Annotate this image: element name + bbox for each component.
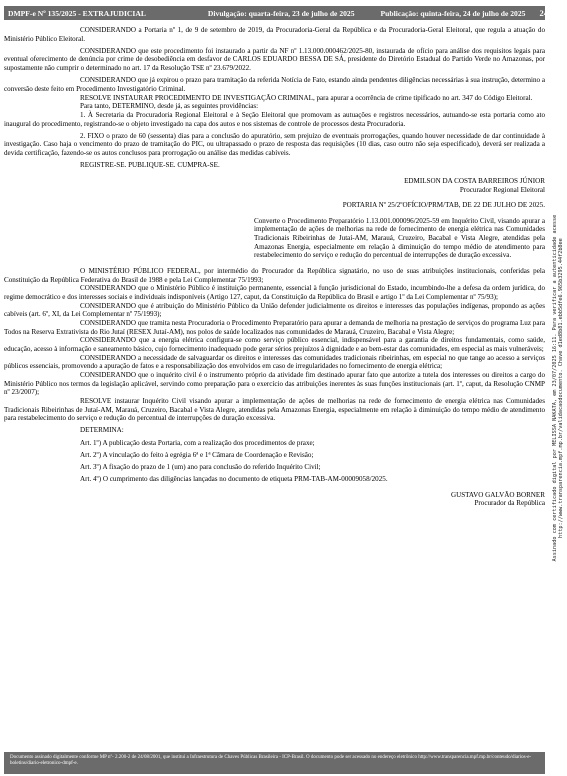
article-item: Art. 1º) A publicação desta Portaria, com a realização dos procedimentos de praxe; [80, 438, 315, 447]
paragraph: RESOLVE instaurar Inquérito Civil visando apurar a implementação de ações de melhorias na rede de fornecimento de energia elétrica nas Comunidades Tradicionais Ribeirinhas de Jutaí-AM, Marauá, Cruzeiro, Bacabal e Vista Alegre, atendidas pela Amazonas Energia, especialmente em relação à diminuição do tempo médio de atendimento para restabelecimento do serviço e redução do percentual de interrupções de duração excessiva. [4, 396, 545, 423]
page-number: 24 [539, 8, 548, 18]
document-pic-portaria [4, 26, 545, 194]
signer-title: Procurador da República [474, 499, 545, 508]
paragraph: 1. À Secretaria da Procuradoria Regional Eleitoral e à Seção Eleitoral que promovam as autuações e registros necessários, autuando-se esta portaria como ato inaugural do procedimento, registrando-se o objeto investigado na capa dos autos e nos sistemas de controle de processos desta Procuradoria. [4, 110, 545, 128]
footer-signature-notice: Documento assinado digitalmente conforme MP nº- 2.200-2 de 24/08/2001, que instituí a Infraestrutura de Chaves Públicas Brasileira - ICP-Brasil. O documento pode ser acessado no endereço eletrônico http://www.transparencia.mpf.mp.br/conteudo/diarios-e-boletins/diario-eletronico-dmpf-e. [10, 755, 532, 767]
paragraph: CONSIDERANDO que o inquérito civil é o instrumento próprio da atividade fim destinado apurar fato que autorize a tutela dos interesses ou direitos a cargo do Ministério Público nos termos da legislação aplicável, servindo como preparação para o exercício das atribuições inerentes às suas funções institucionais (art. 1º, caput, da Resolução CNMP nº 23/2007); [4, 370, 545, 397]
page-header [4, 6, 548, 20]
page-footer [4, 752, 545, 774]
signature-stamp-line: http://www.transparencia.mpf.mp.br/validacaodocumento. Chave d1ed8b81.ebb5dfe6.965b3295.44f2b8ee [558, 238, 564, 539]
page-content [4, 26, 545, 508]
signer-title: Procurador Regional Eleitoral [459, 185, 545, 194]
paragraph: 2. FIXO o prazo de 60 (sessenta) dias para a conclusão do apuratório, sem prejuízo de eventuais prorrogações, quando houver necessidade de dar continuidade à investigação. Caso haja o vencimento do prazo de tramitação do PIC, ou ultrapassado o prazo de resposta das requisições (10 dias, caso outro não seja especificado), deverá ser realizada a devida certificação, fazendo-se os autos conclusos para prorrogação ou análise das medidas cabíveis. [4, 131, 545, 158]
closing-formula: REGISTRE-SE. PUBLIQUE-SE. CUMPRA-SE. [80, 161, 220, 170]
paragraph: CONSIDERANDO que a energia elétrica configura-se como serviço público essencial, indispensável para a garantia de direitos fundamentais, como saúde, educação, acesso à informação e saneamento básico, cujo fornecimento inadequado pode gerar sérios prejuízos à dignidade e ao bem-estar das comunidades, em especial as mais vulneráveis; [4, 336, 545, 353]
article-item: Art. 4º) O cumprimento das diligências lançadas no documento de etiqueta PRM-TAB-AM-00009058/2025. [80, 475, 388, 484]
divulgation-date: Divulgação: quarta-feira, 23 de julho de 2025 [207, 8, 355, 18]
paragraph: CONSIDERANDO que é atribuição do Ministério Público da União defender judicialmente os direitos e interesses das populações indígenas, propondo as ações cabíveis (art. 6º, XI, da Lei Complementar nº 75/1993); [4, 301, 545, 319]
paragraph: CONSIDERANDO que o Ministério Público é instituição permanente, essencial à função jurisdicional do Estado, incumbindo-lhe a defesa da ordem jurídica, do regime democrático e dos interesses sociais e individuais indisponíveis (Artigo 127, caput, da Constituição da República do Brasil e artigo 1º da Lei Complementar nº 75/93); [4, 284, 545, 302]
paragraph: CONSIDERANDO a necessidade de salvaguardar os direitos e interesses das comunidades tradicionais ribeirinhas, em especial no que tange ao acesso a serviços públicos essenciais, promovendo a apuração de fatos e a responsabilização dos envolvidos em caso de irregularidades no fornecimento de energia elétrica; [4, 353, 545, 371]
paragraph: CONSIDERANDO que este procedimento foi instaurado a partir da NF nº 1.13.000.000462/2025-80, instaurada de ofício para análise dos requisitos legais para eventual oferecimento de denúncia por crime de desobediência em desfavor de CARLOS EDUARDO BESSA DE SÁ, presidente do Diretório Estadual do Partido Verde no Amazonas, por supostamente não cumprir o determinado no art. 17 da Resolução TSE nº 23.679/2022. [4, 46, 545, 73]
signer-name: EDMILSON DA COSTA BARREIROS JÚNIOR [404, 176, 545, 185]
signature-stamp-line: Assinado com certificado digital por MELISSA NAKATA, em 23/07/2025 16:11. Para verificar a autenticidade acesse [551, 214, 558, 562]
edition-number: DMPF-e Nº 135/2025 - EXTRAJUDICIAL [8, 8, 146, 18]
paragraph: O MINISTÉRIO PÚBLICO FEDERAL, por intermédio do Procurador da República signatário, no uso de suas atribuições institucionais, conferidas pela Constituição da República Federativa do Brasil de 1988 e pela Lei Complementar 75/1993; [4, 267, 545, 284]
document-inquerito-portaria [4, 201, 545, 508]
paragraph: RESOLVE INSTAURAR PROCEDIMENTO DE INVESTIGAÇÃO CRIMINAL, para apurar a ocorrência de crime tipificado no art. 347 do Código Eleitoral. [80, 93, 533, 102]
publication-date: Publicação: quinta-feira, 24 de julho de 2025 [380, 8, 526, 18]
determina-label: DETERMINA: [80, 426, 124, 435]
portaria-summary: Converte o Procedimento Preparatório 1.13.001.000096/2025-59 em Inquérito Civil, visando apurar a implementação de ações de melhorias na rede de fornecimento de energia elétrica nas Comunidades Tradicionais Ribeirinhas de Jutaí-AM, Marauá, Cruzeiro, Bacabal e Vista Alegre, atendidas pela Amazonas Energia, especialmente em relação à diminuição do tempo médio de atendimento para restabelecimento do serviço e redução do percentual de interrupções de duração excessiva. [254, 216, 545, 260]
article-item: Art. 3º) A fixação do prazo de 1 (um) ano para conclusão do referido Inquérito Civil; [80, 462, 321, 471]
paragraph: CONSIDERANDO a Portaria nº 1, de 9 de setembro de 2019, da Procuradoria-Geral da República e da Procuradoria-Geral Eleitoral, que regula a atuação do Ministério Público Eleitoral. [4, 26, 545, 43]
paragraph: CONSIDERANDO que tramita nesta Procuradoria o Procedimento Preparatório para apurar a demanda de melhoria na prestação de serviços do programa Luz para Todos na Reserva Extrativista do Rio Jutaí (RESEX Jutaí-AM), nos polos de saúde localizados nas comunidades de Marauá, Cruzeiro, Bacabal e Vista Alegre; [4, 319, 545, 336]
paragraph: CONSIDERANDO que já expirou o prazo para tramitação da referida Notícia de Fato, estando ainda pendentes diligências necessárias à sua instrução, determino a conversão deste feito em Procedimento Investigatório Criminal. [4, 76, 545, 93]
paragraph: Para tanto, DETERMINO, desde já, as seguintes providências: [80, 102, 259, 111]
portaria-title: PORTARIA Nº 25/2ºOFÍCIO/PRM/TAB, DE 22 DE JULHO DE 2025. [342, 201, 545, 210]
signer-name: GUSTAVO GALVÃO BORNER [450, 490, 545, 499]
article-item: Art. 2º) A vinculação do feito à egrégia 6ª e 1ª Câmara de Coordenação e Revisão; [80, 450, 314, 459]
